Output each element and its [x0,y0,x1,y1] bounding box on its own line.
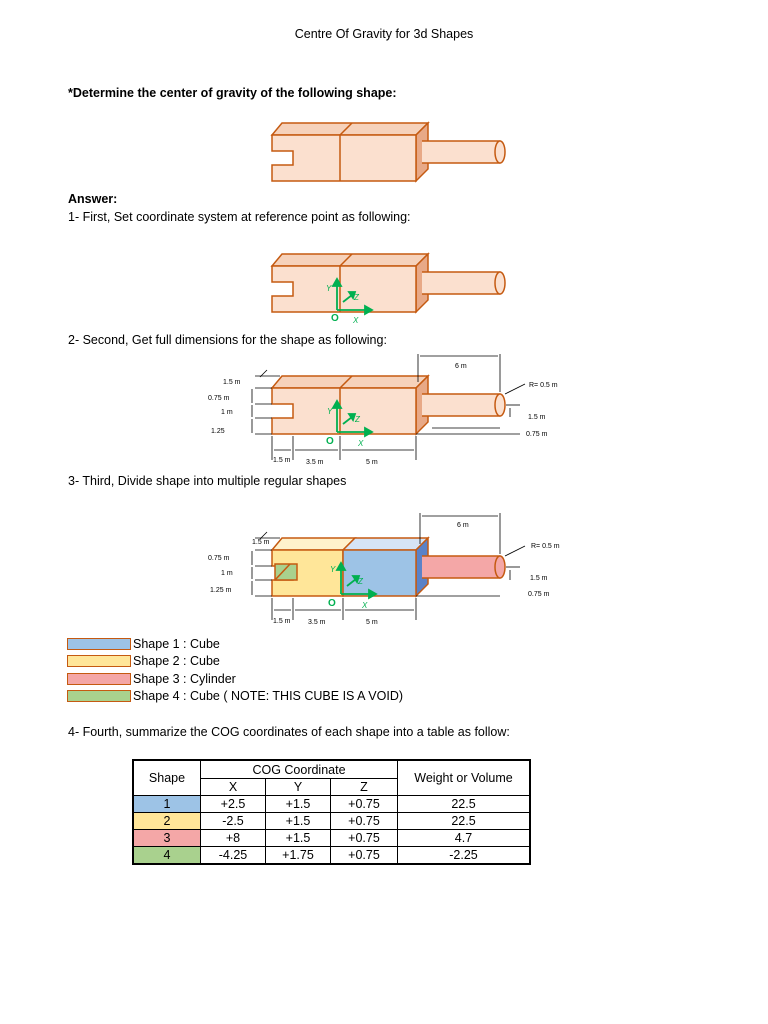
legend-item-shape-3 [67,671,236,686]
dim-0-75-m: 0.75 m [208,555,230,562]
legend-label: Shape 4 : Cube ( NOTE: THIS CUBE IS A VOID) [133,688,404,703]
dim-0-75-m: 0.75 m [208,395,230,402]
z-axis-label: Z [354,293,359,302]
dim-radius: R= 0.5 m [531,543,560,550]
shape-figure-2 [265,244,510,326]
dim-right-1-5-m: 1.5 m [530,575,548,582]
legend-item-shape-2 [67,653,220,668]
dimension-figure [200,352,570,470]
header-y: Y [266,779,331,796]
y-axis-label: Y [330,565,336,574]
x-axis-label: X [358,439,364,448]
step-4-text: 4- Fourth, summarize the COG coordinates of each shape into a table as follow: [68,725,510,739]
z-cell: +0.75 [331,796,398,813]
dim-base-1-5-m: 1.5 m [273,457,291,464]
dim-radius: R= 0.5 m [529,382,558,389]
question-text: *Determine the center of gravity of the following shape: [68,86,397,100]
table-header-row [133,760,530,779]
shape-id-cell: 4 [133,847,201,865]
legend-swatch [67,655,131,667]
x-cell: +8 [201,830,266,847]
header-shape: Shape [133,760,201,796]
legend-label: Shape 2 : Cube [133,653,220,668]
table-row [133,847,530,865]
dim-right-0-75-m: 0.75 m [528,591,550,598]
shape-id-cell: 2 [133,813,201,830]
legend-swatch [67,673,131,685]
step-2-text: 2- Second, Get full dimensions for the shape as following: [68,333,387,347]
weight-cell: 22.5 [398,813,531,830]
z-axis-label: Z [355,415,360,424]
weight-cell: 22.5 [398,796,531,813]
origin-label: O [326,436,334,447]
dim-1-5-m: 1.5 m [252,539,270,546]
divided-shapes-figure [200,510,570,628]
dim-1-m: 1 m [221,570,233,577]
z-cell: +0.75 [331,830,398,847]
header-weight-or-volume: Weight or Volume [398,760,531,796]
shape-id-cell: 1 [133,796,201,813]
shape-id-cell: 3 [133,830,201,847]
table-row [133,796,530,813]
weight-cell: -2.25 [398,847,531,865]
x-cell: -4.25 [201,847,266,865]
dim-top-6-m: 6 m [457,522,469,529]
dim-1-25: 1.25 [211,428,225,435]
dim-1-25-m: 1.25 m [210,587,232,594]
legend-item-shape-1 [67,636,220,651]
table-row [133,830,530,847]
dim-1-5-m: 1.5 m [223,379,241,386]
y-cell: +1.5 [266,830,331,847]
origin-label: O [331,313,339,324]
shape-figure-1 [265,118,510,188]
dim-base-5-m: 5 m [366,619,378,626]
weight-cell: 4.7 [398,830,531,847]
z-cell: +0.75 [331,847,398,865]
y-cell: +1.5 [266,813,331,830]
dim-base-3-5-m: 3.5 m [308,619,326,626]
dim-right-1-5-m: 1.5 m [528,414,546,421]
dim-base-3-5-m: 3.5 m [306,459,324,466]
legend-item-shape-4 [67,688,403,703]
legend-label: Shape 1 : Cube [133,636,220,651]
step-1-text: 1- First, Set coordinate system at reference point as following: [68,210,411,224]
legend-swatch [67,690,131,702]
y-cell: +1.75 [266,847,331,865]
x-axis-label: X [362,601,368,610]
header-x: X [201,779,266,796]
x-axis-label: X [353,316,359,325]
answer-label: Answer: [68,192,118,206]
cog-table [132,759,531,865]
y-axis-label: Y [327,407,333,416]
header-cog-coordinate: COG Coordinate [201,760,398,779]
x-cell: -2.5 [201,813,266,830]
page-title: Centre Of Gravity for 3d Shapes [294,27,474,41]
origin-label: O [328,598,336,609]
step-3-text: 3- Third, Divide shape into multiple regular shapes [68,474,347,488]
legend-label: Shape 3 : Cylinder [133,671,236,686]
x-cell: +2.5 [201,796,266,813]
dim-base-5-m: 5 m [366,459,378,466]
y-cell: +1.5 [266,796,331,813]
z-axis-label: Z [358,577,363,586]
y-axis-label: Y [326,284,332,293]
dim-right-0-75-m: 0.75 m [526,431,548,438]
dim-top-6-m: 6 m [455,363,467,370]
table-row [133,813,530,830]
header-z: Z [331,779,398,796]
dim-1-m: 1 m [221,409,233,416]
dim-base-1-5-m: 1.5 m [273,618,291,625]
legend-swatch [67,638,131,650]
z-cell: +0.75 [331,813,398,830]
